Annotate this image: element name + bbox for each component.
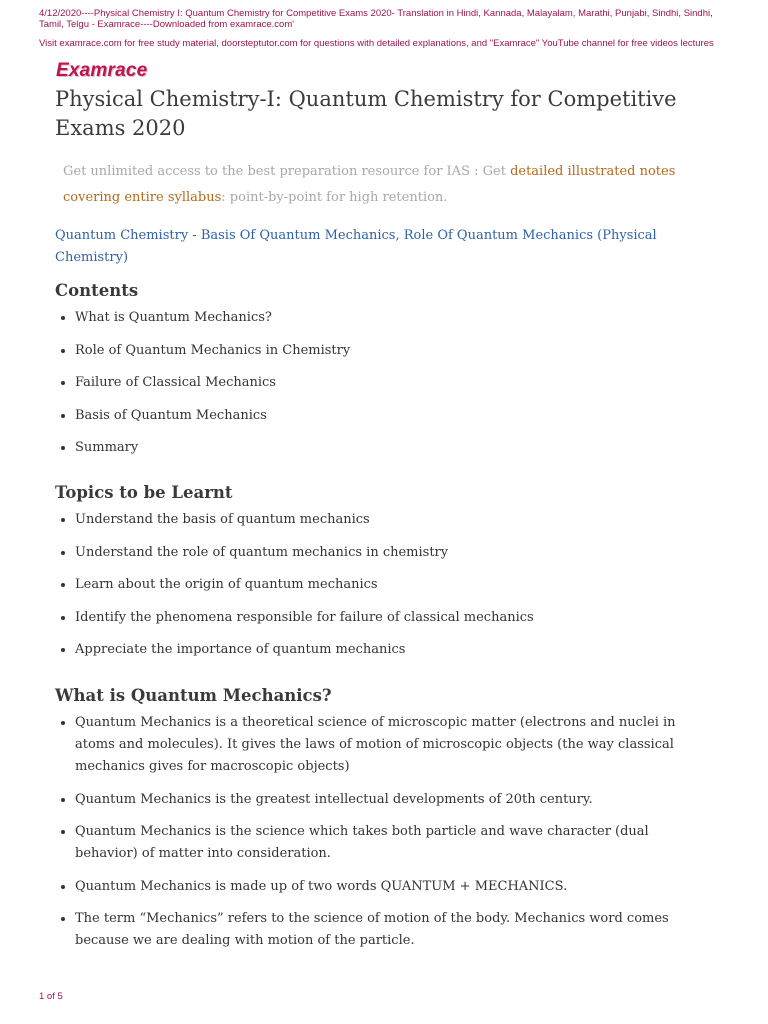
promo-text-before: Get unlimited access to the best preparation resource for IAS : Get [63,164,511,179]
download-header-line: 4/12/2020----Physical Chemistry I: Quantum Chemistry for Competitive Exams 2020- Translation in Hindi, Kannada, Malayalam, Marathi, Punjabi, Sindhi, Sindhi, Tamil, Telgu - Examrace----Downloaded from examrace.com' [39,8,713,30]
promo-text-after: : point-by-point for high retention. [221,190,448,205]
topic-link[interactable]: Quantum Chemistry - Basis Of Quantum Mechanics, Role Of Quantum Mechanics (Physical Chemistry) [55,228,657,265]
topics-item: Understand the basis of quantum mechanics [0,509,695,531]
what-is-qm-list [0,712,700,963]
what-is-qm-item: Quantum Mechanics is the greatest intellectual developments of 20th century. [0,789,695,811]
page-title: Physical Chemistry-I: Quantum Chemistry for Competitive Exams 2020 [55,87,677,140]
contents-heading: Contents [55,281,139,300]
what-is-qm-item: Quantum Mechanics is the science which takes both particle and wave character (dual behavior) of matter into consideration. [0,821,695,865]
topics-heading: Topics to be Learnt [55,483,233,502]
contents-list [0,307,700,470]
contents-item: Basis of Quantum Mechanics [0,405,695,427]
promo-header-line: Visit examrace.com for free study material, doorsteptutor.com for questions with detailed explanations, and "Examrace" YouTube channel for free videos lectures [39,38,714,49]
topics-item: Identify the phenomena responsible for failure of classical mechanics [0,607,695,629]
contents-item: Summary [0,437,695,459]
examrace-logo[interactable]: Examrace [56,60,148,81]
topics-list [0,509,700,672]
contents-item: What is Quantum Mechanics? [0,307,695,329]
page-number: 1 of 5 [39,991,63,1002]
topics-item: Understand the role of quantum mechanics in chemistry [0,542,695,564]
topics-item: Appreciate the importance of quantum mechanics [0,639,695,661]
what-is-qm-item: The term “Mechanics” refers to the science of motion of the body. Mechanics word comes because we are dealing with motion of the particle. [0,908,695,952]
contents-item: Role of Quantum Mechanics in Chemistry [0,340,695,362]
topics-item: Learn about the origin of quantum mechanics [0,574,695,596]
what-is-qm-item: Quantum Mechanics is a theoretical science of microscopic matter (electrons and nuclei in atoms and molecules). It gives the laws of motion of microscopic objects (the way classical mechanics gives for macroscopic objects) [0,712,695,778]
promo-notes-link[interactable]: detailed illustrated notes covering entire syllabus [63,164,676,205]
what-is-qm-item: Quantum Mechanics is made up of two words QUANTUM + MECHANICS. [0,876,695,898]
promo-text [63,159,713,211]
contents-item: Failure of Classical Mechanics [0,372,695,394]
what-is-qm-heading: What is Quantum Mechanics? [55,686,332,705]
